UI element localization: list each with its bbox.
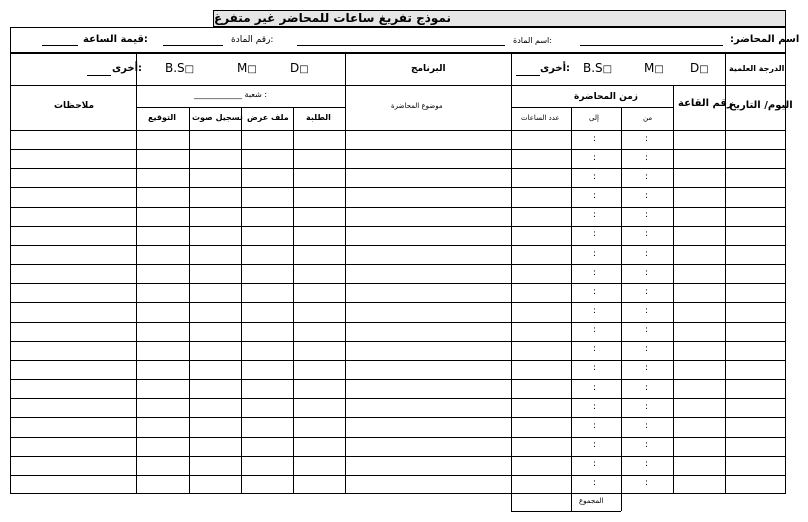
table-row <box>10 226 786 227</box>
from-time-separator: : <box>645 459 649 469</box>
table-row <box>10 149 786 150</box>
degree-bs-option[interactable]: B.S□ <box>583 61 613 75</box>
to-time-separator: : <box>593 172 597 182</box>
from-time-separator: : <box>645 421 649 431</box>
subject-number-field[interactable] <box>163 45 223 46</box>
students-header: الطلبة <box>306 113 331 122</box>
table-row <box>10 417 786 418</box>
audio-recording-header: تسجيل صوت <box>192 113 243 122</box>
program-bs-option[interactable]: B.S□ <box>165 61 195 75</box>
program-d-option[interactable]: D□ <box>290 61 309 75</box>
table-row <box>10 475 786 476</box>
table-row <box>10 302 786 303</box>
degree-m-option[interactable]: M□ <box>644 61 664 75</box>
from-header: من <box>643 114 653 122</box>
table-row <box>10 168 786 169</box>
to-time-separator: : <box>593 402 597 412</box>
table-row <box>10 379 786 380</box>
to-time-separator: : <box>593 363 597 373</box>
from-time-separator: : <box>645 287 649 297</box>
to-header: إلى <box>589 114 599 122</box>
from-time-separator: : <box>645 344 649 354</box>
to-time-separator: : <box>593 191 597 201</box>
table-row <box>10 245 786 246</box>
presentation-file-header: ملف عرض <box>247 113 289 122</box>
to-time-separator: : <box>593 268 597 278</box>
table-row <box>10 187 786 188</box>
from-time-separator: : <box>645 306 649 316</box>
degree-label: الدرجة العلمية <box>729 64 785 73</box>
section-label: ____________ شعبة : <box>194 90 268 99</box>
degree-d-option[interactable]: D□ <box>690 61 709 75</box>
subject-number-label: رقم المادة: <box>231 35 274 45</box>
to-time-separator: : <box>593 306 597 316</box>
room-number-header: رقم القاعة <box>678 98 733 109</box>
hour-value-label: قيمة الساعة: <box>83 34 148 45</box>
table-row <box>10 283 786 284</box>
to-time-separator: : <box>593 134 597 144</box>
from-time-separator: : <box>645 172 649 182</box>
to-time-separator: : <box>593 325 597 335</box>
from-time-separator: : <box>645 383 649 393</box>
from-time-separator: : <box>645 153 649 163</box>
hour-value-field[interactable] <box>42 45 78 46</box>
lecture-topic-header: موضوع المحاضرة <box>391 102 443 110</box>
table-row <box>10 322 786 323</box>
from-time-separator: : <box>645 478 649 488</box>
program-other-label: أخرى: <box>112 63 143 74</box>
subject-name-field[interactable] <box>297 45 505 46</box>
from-time-separator: : <box>645 363 649 373</box>
from-time-separator: : <box>645 325 649 335</box>
to-time-separator: : <box>593 229 597 239</box>
degree-other-label: أخرى: <box>540 63 571 74</box>
to-time-separator: : <box>593 210 597 220</box>
from-time-separator: : <box>645 402 649 412</box>
from-time-separator: : <box>645 249 649 259</box>
program-label: البرنامج <box>411 64 446 74</box>
to-time-separator: : <box>593 421 597 431</box>
table-row <box>10 456 786 457</box>
from-time-separator: : <box>645 210 649 220</box>
hours-count-header: عدد الساعات <box>521 114 560 122</box>
signature-header: التوقيع <box>148 113 176 122</box>
from-time-separator: : <box>645 191 649 201</box>
to-time-separator: : <box>593 153 597 163</box>
to-time-separator: : <box>593 478 597 488</box>
day-date-header: اليوم/ التاريخ <box>729 100 793 111</box>
notes-header: ملاحظات <box>54 101 95 111</box>
lecture-time-header: زمن المحاضرة <box>574 92 638 102</box>
to-time-separator: : <box>593 249 597 259</box>
table-row <box>10 264 786 265</box>
main-table <box>10 53 786 494</box>
program-other-field[interactable] <box>87 75 111 76</box>
table-row <box>10 360 786 361</box>
lecturer-name-label: اسم المحاضر: <box>730 34 800 45</box>
from-time-separator: : <box>645 134 649 144</box>
subject-name-label: اسم المادة: <box>513 36 552 45</box>
degree-other-field[interactable] <box>516 75 540 76</box>
to-time-separator: : <box>593 344 597 354</box>
table-row <box>10 437 786 438</box>
from-time-separator: : <box>645 229 649 239</box>
to-time-separator: : <box>593 459 597 469</box>
to-time-separator: : <box>593 383 597 393</box>
total-label: المجموع <box>579 497 604 505</box>
table-row <box>10 341 786 342</box>
to-time-separator: : <box>593 287 597 297</box>
table-row <box>10 398 786 399</box>
program-m-option[interactable]: M□ <box>237 61 257 75</box>
form-title: نموذج تفريغ ساعات للمحاضر غير متفرغ <box>214 11 451 25</box>
from-time-separator: : <box>645 440 649 450</box>
lecturer-name-field[interactable] <box>580 45 723 46</box>
from-time-separator: : <box>645 268 649 278</box>
to-time-separator: : <box>593 440 597 450</box>
table-row <box>10 207 786 208</box>
